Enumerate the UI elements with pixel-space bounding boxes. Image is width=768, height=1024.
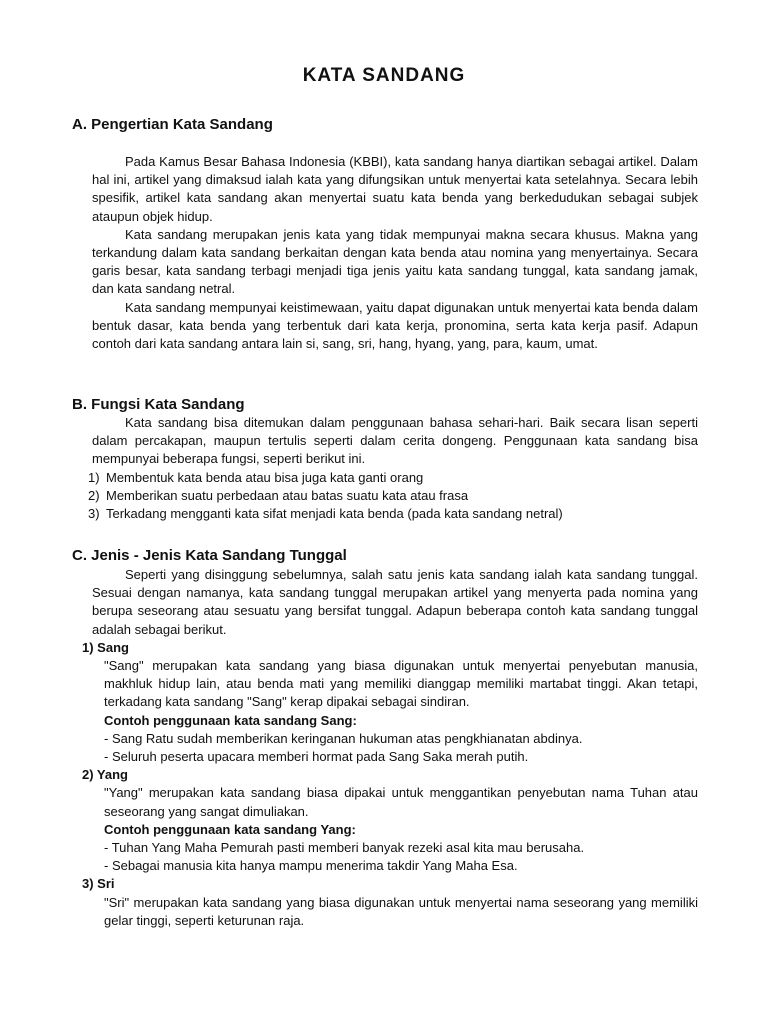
sang-heading: 1) Sang [82,639,129,655]
section-c-body [82,566,698,930]
section-a-heading: A. Pengertian Kata Sandang [72,116,273,133]
list-item [88,487,698,505]
yang-heading: 2) Yang [82,767,129,783]
list-item-text: Terkadang mengganti kata sifat menjadi kata benda (pada kata sandang netral) [106,506,563,522]
list-item-number: 1) [88,469,100,485]
list-item-text: Memberikan suatu perbedaan atau batas suatu kata atau frasa [106,487,469,503]
list-item-number: 3) [88,506,100,522]
section-a-body [92,153,698,353]
section-b-list [88,469,698,524]
list-item [88,469,698,487]
sri-heading: 3) Sri [82,876,115,892]
yang-example-2: - Sebagai manusia kita hanya mampu menerima takdir Yang Maha Esa. [104,858,518,874]
section-b-intro: Kata sandang bisa ditemukan dalam penggunaan bahasa sehari-hari. Baik secara lisan seperti dalam percakapan, maupun tertulis seperti dalam cerita dongeng. Penggunaan kata sandang bisa mempunyai beberapa fungsi, seperti berikut ini. [92,415,698,467]
document-title: KATA SANDANG [302,65,466,86]
yang-example-heading: Contoh penggunaan kata sandang Yang: [104,821,356,837]
sang-body: "Sang" merupakan kata sandang yang biasa digunakan untuk menyertai penyebutan manusia, makhluk hidup lain, atau benda mati yang memiliki dianggap memiliki martabat tinggi. Akan tetapi, terkadang kata sandang "Sang" kerap dipakai sebagai sindiran. [104,658,698,710]
section-c-intro: Seperti yang disinggung sebelumnya, salah satu jenis kata sandang ialah kata sandang tunggal. Sesuai dengan namanya, kata sandang tunggal merupakan artikel yang menyerta pada nomina yang berupa seseorang atau sesuatu yang bersifat tunggal. Adapun beberapa contoh kata sandang tunggal adalah sebagai berikut. [92,567,698,637]
list-item-text: Membentuk kata benda atau bisa juga kata ganti orang [106,469,424,485]
yang-example-1: - Tuhan Yang Maha Pemurah pasti memberi banyak rezeki asal kita mau berusaha. [104,840,585,856]
section-b-heading: B. Fungsi Kata Sandang [72,396,245,413]
list-item-number: 2) [88,487,100,503]
list-item [88,505,698,523]
sang-example-1: - Sang Ratu sudah memberikan keringanan hukuman atas pengkhianatan abdinya. [104,730,583,746]
sang-example-2: - Seluruh peserta upacara memberi hormat pada Sang Saka merah putih. [104,749,529,765]
yang-body: "Yang" merupakan kata sandang biasa dipakai untuk menggantikan penyebutan nama Tuhan atau seseorang yang sangat dimuliakan. [104,785,698,819]
section-c-heading: C. Jenis - Jenis Kata Sandang Tunggal [72,547,347,564]
sri-body: "Sri" merupakan kata sandang yang biasa digunakan untuk menyertai nama seseorang yang memiliki gelar tinggi, seperti keturunan raja. [104,894,698,928]
section-a-paragraph-1: Pada Kamus Besar Bahasa Indonesia (KBBI), kata sandang hanya diartikan sebagai artikel. Dalam hal ini, artikel yang dimaksud ialah kata yang difungsikan untuk menyertai kata setelahnya. Secara lebih spesifik, artikel kata sandang akan menyertai suatu kata benda yang berkedudukan sebagai subjek ataupun objek hidup. [92,154,698,224]
section-a-paragraph-2: Kata sandang merupakan jenis kata yang tidak mempunyai makna secara khusus. Makna yang terkandung dalam kata sandang berkaitan dengan kata benda atau nomina yang menyertainya. Secara garis besar, kata sandang terbagi menjadi tiga jenis yaitu kata sandang tunggal, kata sandang jamak, dan kata sandang netral. [92,226,698,297]
section-a-paragraph-3: Kata sandang mempunyai keistimewaan, yaitu dapat digunakan untuk menyertai kata benda dalam bentuk dasar, kata benda yang terbentuk dari kata kerja, pronomina, serta kata kerja pasif. Adapun contoh dari kata sandang antara lain si, sang, sri, hang, hyang, yang, para, kaum, umat. [92,299,698,352]
section-b-body [88,414,698,523]
sang-example-heading: Contoh penggunaan kata sandang Sang: [104,712,357,728]
